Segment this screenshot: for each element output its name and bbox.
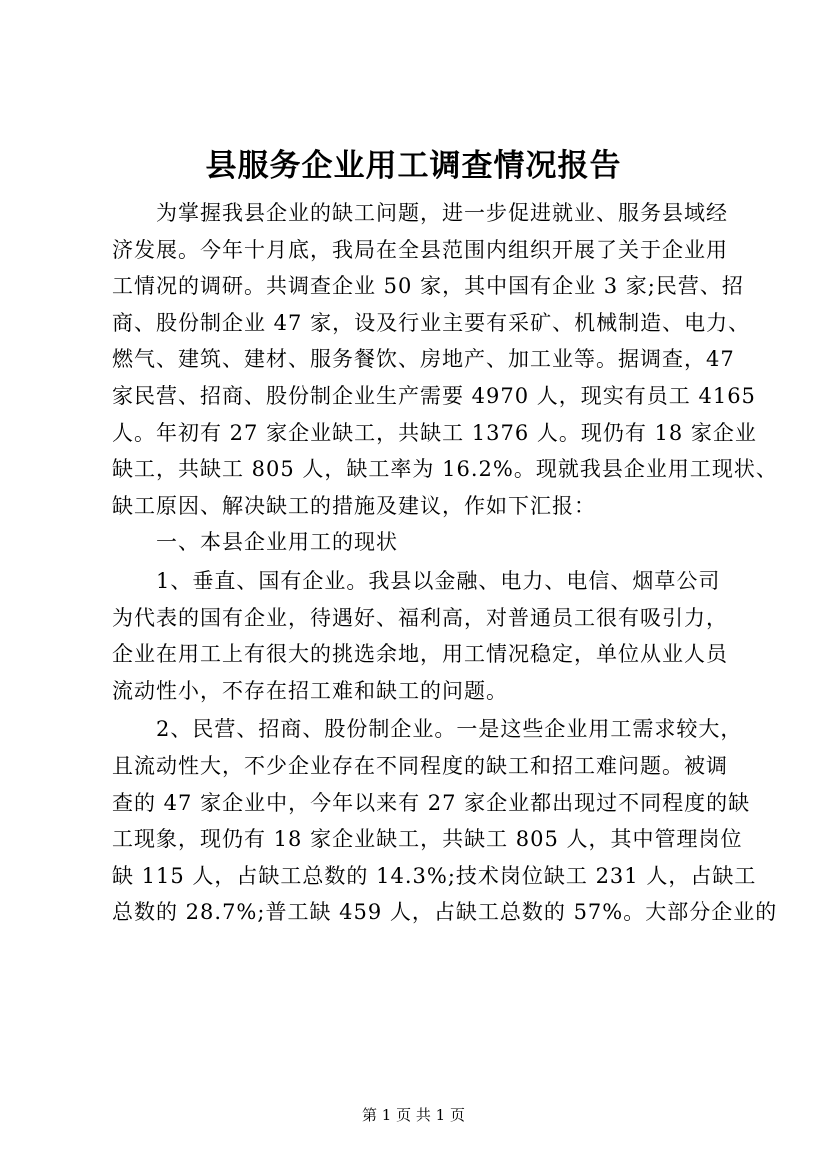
body-text-line: 为掌握我县企业的缺工问题，进一步促进就业、服务县域经	[112, 201, 728, 225]
body-text-line: 燃气、建筑、建材、服务餐饮、房地产、加工业等。据调查，47	[112, 347, 735, 372]
body-text-line: 且流动性大，不少企业存在不同程度的缺工和招工难问题。被调	[112, 754, 728, 778]
body-text-line: 一、本县企业用工的现状	[112, 530, 398, 555]
body-text-line: 缺工，共缺工 805 人，缺工率为 16.2%。现就我县企业用工现状、	[112, 457, 778, 482]
body-text-line: 济发展。今年十月底，我局在全县范围内组织开展了关于企业用	[112, 237, 728, 262]
document-title: 县服务企业用工调查情况报告	[205, 148, 622, 184]
body-text-line: 缺 115 人，占缺工总数的 14.3%;技术岗位缺工 231 人，占缺工	[112, 863, 757, 888]
body-text-line: 总数的 28.7%;普工缺 459 人，占缺工总数的 57%。大部分企业的	[112, 900, 778, 925]
body-text-line: 人。年初有 27 家企业缺工，共缺工 1376 人。现仍有 18 家企业	[112, 420, 757, 445]
body-text-line: 企业在用工上有很大的挑选余地，用工情况稳定，单位从业人员	[112, 642, 728, 667]
body-text-line: 查的 47 家企业中，今年以来有 27 家企业都出现过不同程度的缺	[112, 790, 751, 815]
body-text-line: 2、民营、招商、股份制企业。一是这些企业用工需求较大，	[112, 717, 743, 742]
page-footer: 第 1 页 共 1 页	[362, 1106, 465, 1124]
body-text-line: 家民营、招商、股份制企业生产需要 4970 人，现实有员工 4165	[112, 384, 756, 408]
body-text-line: 1、垂直、国有企业。我县以金融、电力、电信、烟草公司	[112, 569, 721, 593]
body-text-line: 工现象，现仍有 18 家企业缺工，共缺工 805 人，其中管理岗位	[112, 827, 743, 852]
body-text-line: 工情况的调研。共调查企业 50 家，其中国有企业 3 家;民营、招	[112, 274, 744, 299]
body-text-line: 商、股份制企业 47 家，设及行业主要有采矿、机械制造、电力、	[112, 310, 751, 335]
body-text-line: 流动性小，不存在招工难和缺工的问题。	[112, 678, 508, 703]
body-text-line: 缺工原因、解决缺工的措施及建议，作如下汇报：	[112, 493, 596, 518]
body-text-line: 为代表的国有企业，待遇好、福利高，对普通员工很有吸引力，	[112, 605, 728, 630]
